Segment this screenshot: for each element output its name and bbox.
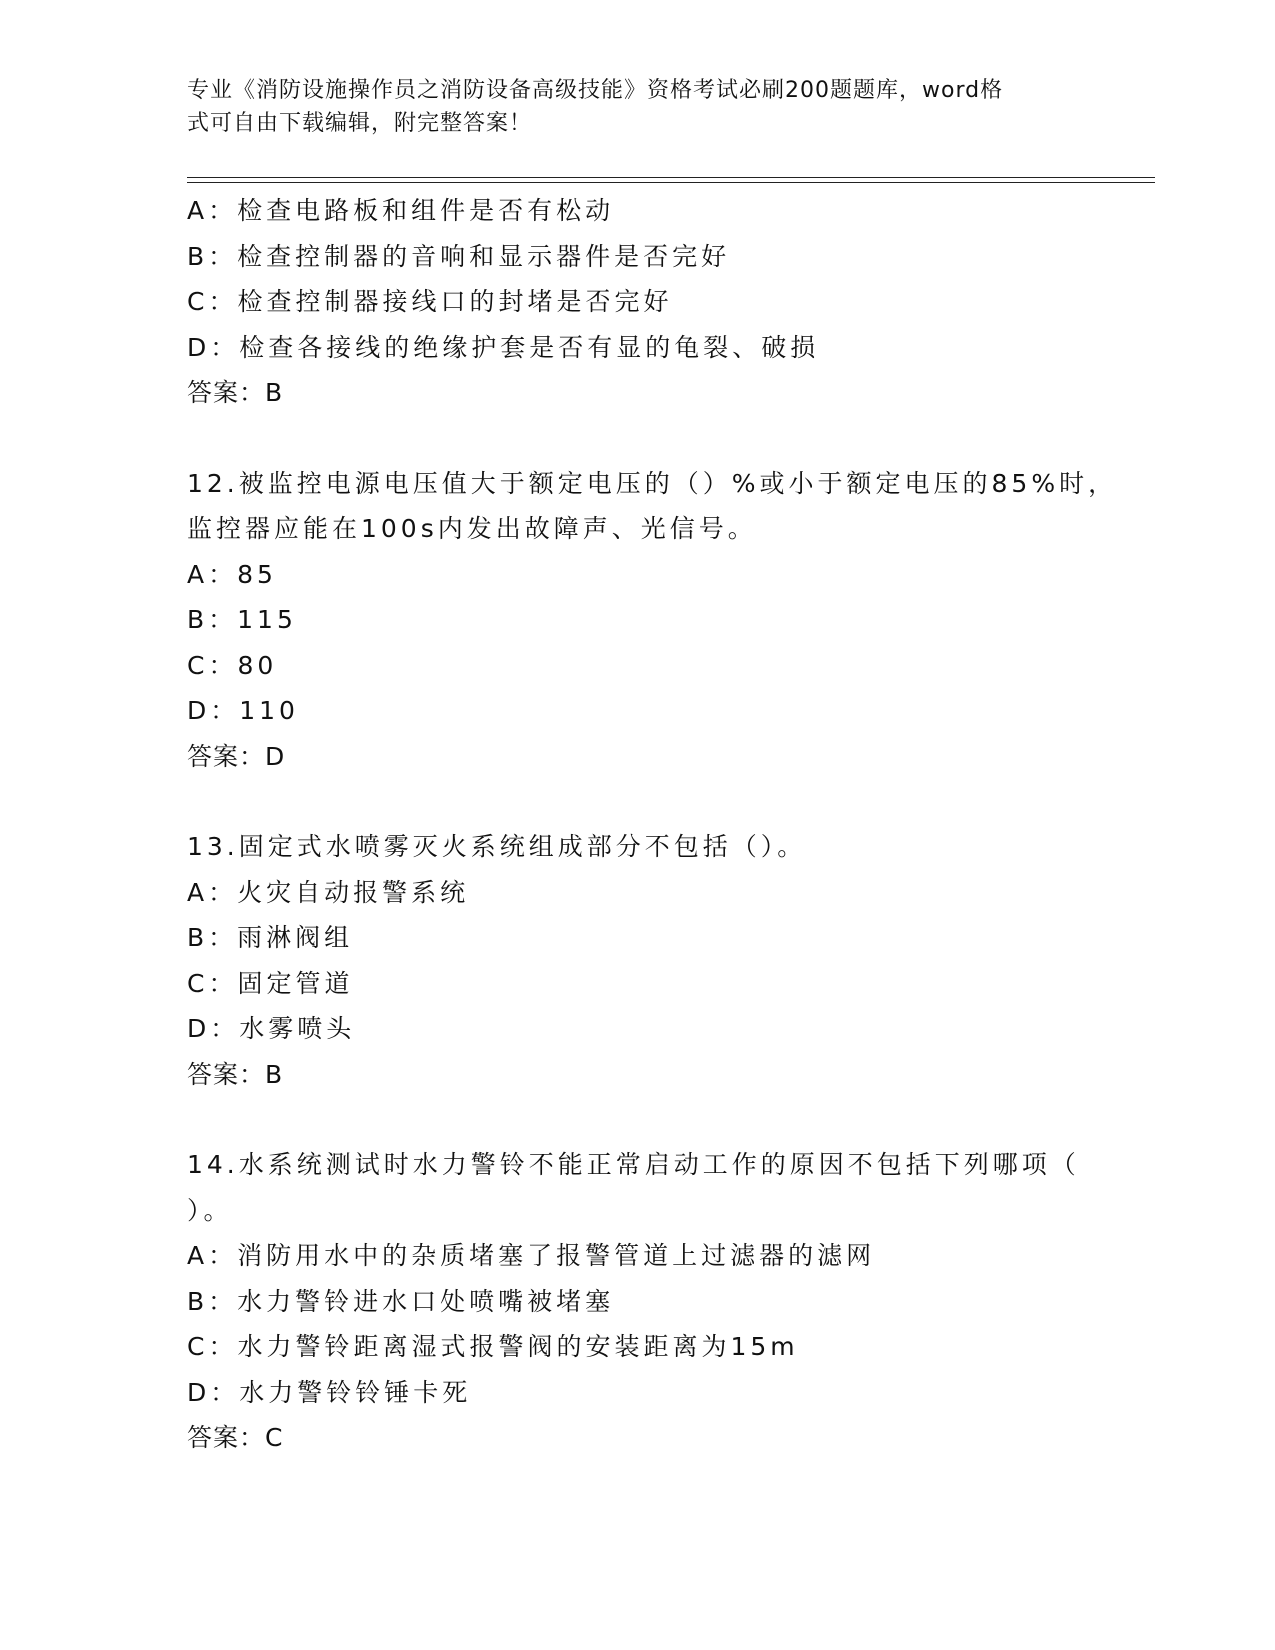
header-line-1: 专业《消防设施操作员之消防设备高级技能》资格考试必刷200题题库，word格	[187, 78, 1004, 103]
option-d: D：110	[187, 696, 299, 725]
question-13	[187, 824, 1147, 1097]
spacer	[187, 779, 1147, 824]
answer: 答案：B	[187, 378, 284, 407]
question-text: 监控器应能在100s内发出故障声、光信号。	[187, 514, 757, 543]
option-a: A：消防用水中的杂质堵塞了报警管道上过滤器的滤网	[187, 1241, 876, 1270]
question-14	[187, 1142, 1147, 1461]
option-c: C：检查控制器接线口的封堵是否完好	[187, 287, 673, 316]
question-text: 13.固定式水喷雾灭火系统组成部分不包括（）。	[187, 832, 807, 861]
question-text: 14.水系统测试时水力警铃不能正常启动工作的原因不包括下列哪项（	[187, 1150, 1080, 1179]
option-d: D：水雾喷头	[187, 1014, 356, 1043]
question-11	[187, 188, 1147, 416]
option-b: B：水力警铃进水口处喷嘴被堵塞	[187, 1286, 615, 1316]
option-b: B：雨淋阀组	[187, 923, 354, 952]
spacer	[187, 416, 1147, 461]
document-header	[187, 74, 1087, 140]
option-c: C：80	[187, 650, 278, 680]
question-text: ）。	[187, 1195, 233, 1225]
option-d: D：检查各接线的绝缘护套是否有显的龟裂、破损	[187, 332, 820, 362]
option-a: A：85	[187, 559, 277, 589]
question-12	[187, 461, 1147, 780]
header-rule-top	[187, 177, 1155, 178]
spacer	[187, 1097, 1147, 1142]
question-text: 12.被监控电源电压值大于额定电压的（）%或小于额定电压的85%时，	[187, 468, 1118, 498]
question-list	[187, 188, 1147, 1461]
answer: 答案：D	[187, 741, 286, 771]
answer: 答案：B	[187, 1059, 284, 1089]
header-line-2: 式可自由下载编辑，附完整答案！	[187, 111, 533, 136]
option-a: A：火灾自动报警系统	[187, 877, 470, 907]
option-b: B：检查控制器的音响和显示器件是否完好	[187, 241, 731, 271]
option-c: C：固定管道	[187, 968, 354, 998]
option-c: C：水力警铃距离湿式报警阀的安装距离为15m	[187, 1332, 799, 1361]
header-rule-bottom	[187, 182, 1155, 183]
option-b: B：115	[187, 605, 297, 634]
option-d: D：水力警铃铃锤卡死	[187, 1377, 472, 1407]
option-a: A：检查电路板和组件是否有松动	[187, 196, 615, 225]
answer: 答案：C	[187, 1423, 284, 1452]
